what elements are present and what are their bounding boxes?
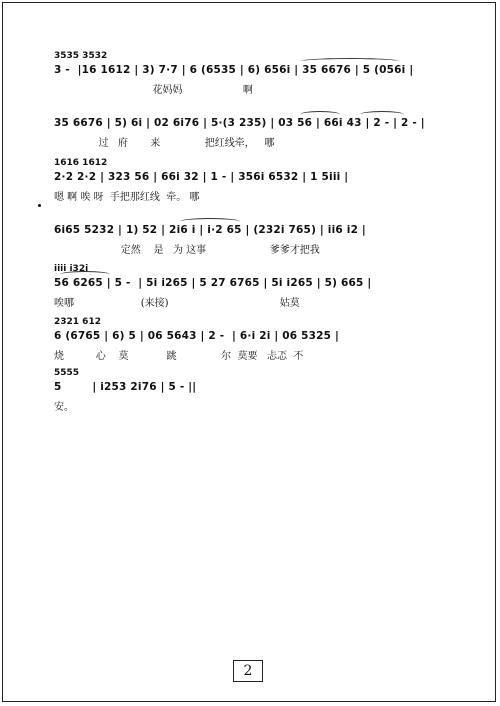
score-line-5 bbox=[54, 264, 454, 309]
grace-notes: 1616 1612 bbox=[54, 158, 108, 168]
page-number: 2 bbox=[233, 660, 263, 682]
note-line: 35 6676 | 5) 6i | 02 6i76 | 5·(3 235) | 03 56 | 66i 43 | 2 - | 2 - | bbox=[54, 117, 425, 129]
note-line: 56 6265 | 5 - | 5i i265 | 5 27 6765 | 5i i265 | 5) 665 | bbox=[54, 277, 372, 289]
slur-mark bbox=[360, 111, 404, 118]
margin-dot bbox=[38, 204, 41, 207]
score-line-6 bbox=[54, 317, 454, 362]
lyric-line: 过 府 来 把红线牵， 哪 bbox=[54, 138, 275, 149]
slur-mark bbox=[300, 58, 400, 65]
lyric-line: 嗯 啊 唉 呀 手把那红线 牵。 哪 bbox=[54, 192, 200, 203]
grace-notes: 5555 bbox=[54, 368, 80, 378]
slur-mark bbox=[180, 218, 240, 225]
slur-mark bbox=[300, 111, 340, 118]
grace-notes: 3535 3532 bbox=[54, 51, 108, 61]
note-line: 6i65 5232 | 1) 52 | 2i6 i | i·2 65 | (232i 765) | ii6 i2 | bbox=[54, 224, 366, 236]
score-line-3 bbox=[54, 158, 454, 203]
lyric-line: 烧 心 莫 跳 尔 莫要 忐忑 不 bbox=[54, 351, 304, 362]
score-line-1 bbox=[54, 51, 454, 96]
note-line: 6 (6765 | 6) 5 | 06 5643 | 2 - | 6·i 2i | 06 5325 | bbox=[54, 330, 340, 342]
slur-mark bbox=[60, 271, 110, 278]
lyric-line: 定然 是 为 这事 爹爹才把我 bbox=[54, 245, 320, 256]
lyric-line: 花妈妈 啊 bbox=[54, 85, 253, 96]
grace-notes: iiii i32i bbox=[54, 264, 89, 274]
note-line: 3 - |16 1612 | 3) 7·7 | 6 (6535 | 6) 656i | 35 6676 | 5 (056i | bbox=[54, 64, 414, 76]
score-line-7 bbox=[54, 368, 454, 413]
lyric-line: 唉哪 (来接) 姑莫 bbox=[54, 298, 300, 309]
lyric-line: 安。 bbox=[54, 402, 74, 413]
score-line-4 bbox=[54, 224, 454, 256]
note-line: 2·2 2·2 | 323 56 | 66i 32 | 1 - | 356i 6532 | 1 5iii | bbox=[54, 171, 349, 183]
grace-notes: 2321 612 bbox=[54, 317, 101, 327]
score-line-2 bbox=[54, 117, 454, 149]
note-line: 5 | i253 2i76 | 5 - || bbox=[54, 381, 197, 393]
